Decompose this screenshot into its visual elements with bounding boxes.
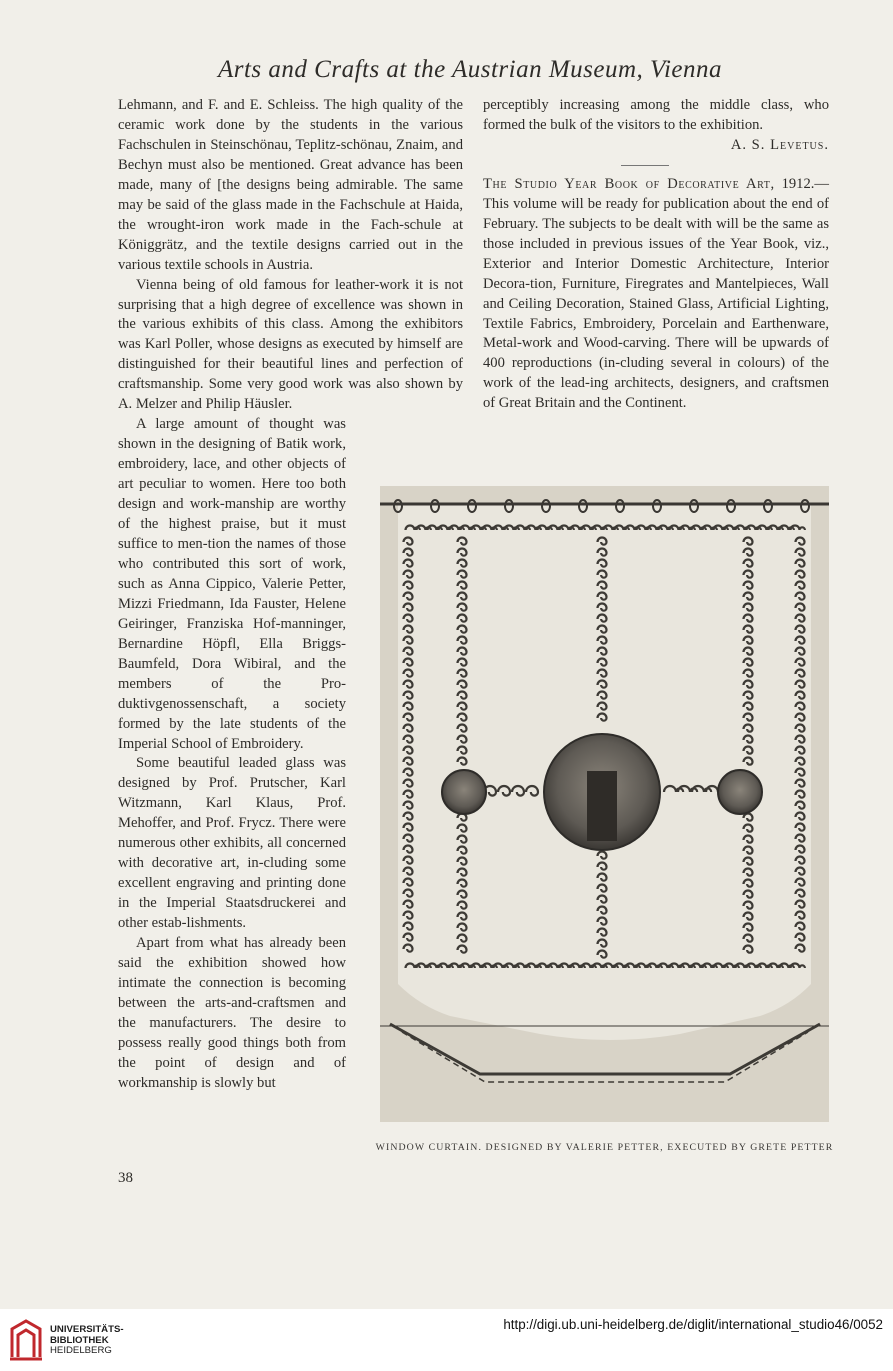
library-name: [50, 1325, 124, 1357]
left-paragraph-1: Lehmann, and F. and E. Schleiss. The high quality of the ceramic work done by the students in the various Fachschulen in Steinschönau, Teplitz-schönau, Znaim, and Bechyn must also be mentioned. Great advance has been made, many of [the designs being admirable. The same may be said of the glass made in the Fachschule at Haida, the wrought-iron work made in the Fach-schule at Königgrätz, and the textile designs carried out in the various textile schools in Austria.: [118, 97, 463, 273]
running-head: Arts and Crafts at the Austrian Museum, Vienna: [217, 56, 723, 83]
left-narrow-block: [118, 415, 346, 1093]
right-paragraph-2: [483, 175, 829, 414]
plate-caption: WINDOW CURTAIN. DESIGNED BY VALERIE PETTER, EXECUTED BY GRETE PETTER: [375, 1142, 834, 1153]
page-number: 38: [118, 1170, 133, 1186]
source-url-link[interactable]: http://digi.ub.uni-heidelberg.de/diglit/international_studio46/0052: [503, 1317, 883, 1332]
window-curtain-plate: [380, 486, 829, 1122]
right-medallion: [718, 770, 762, 814]
university-library-logo-icon: [8, 1317, 44, 1363]
left-paragraph-4: Some beautiful leaded glass was designed by Prof. Prutscher, Karl Witzmann, Karl Klaus, Prof. Mehoffer, and Prof. Frycz. There were numerous other exhibits, all concerned with decorative art, in-cluding some excellent engraving and printing done in the Imperial Staatsdruckerei and other estab-lishments.: [118, 755, 346, 932]
section-divider: [621, 165, 669, 166]
right-column: [483, 96, 829, 414]
left-paragraph-5: Apart from what has already been said the exhibition showed how intimate the connection is becoming between the arts-and-craftsmen and the manufacturers. The desire to possess really good things both from the point of design and of workmanship is slowly but: [118, 935, 346, 1091]
window-curtain-illustration: [380, 486, 829, 1122]
library-name-line-3: HEIDELBERG: [50, 1345, 112, 1356]
footer-bar: [0, 1309, 893, 1371]
yearbook-title: The Studio Year Book of Decorative Art,: [483, 175, 775, 192]
yearbook-body: 1912.—This volume will be ready for publication about the end of February. The subjects to be dealt with will be the same as those included in previous issues of the Year Book, viz., Exterior and Interior Domestic Architecture, Interior Decora-tion, Furniture, Firegrates and Mantelpieces, Wall and Ceiling Decoration, Stained Glass, Artificial Lighting, Textile Fabrics, Embroidery, Porcelain and Earthenware, Metal-work and Wood-carving. There will be upwards of 400 reproductions (in-cluding several in colours) of the work of the lead-ing architects, designers, and craftsmen of Great Britain and the Continent.: [483, 175, 829, 412]
medallion-center: [587, 771, 617, 841]
library-name-line-2: BIBLIOTHEK: [50, 1334, 109, 1346]
left-paragraph-3: A large amount of thought was shown in the designing of Batik work, embroidery, lace, and other objects of art peculiar to women. Here too both design and work-manship are worthy of the highest praise, but it must suffice to men-tion the names of those who contributed this sort of work, such as Anna Cippico, Valerie Petter, Mizzi Friedmann, Ida Fauster, Helene Geiringer, Franziska Hof-manninger, Bernardine Höpfl, Ella Briggs-Baumfeld, Dora Wibiral, and the members of the Pro-duktivgenossenschaft, a society formed by the late students of the Imperial School of Embroidery.: [118, 416, 346, 752]
library-name-line-1: UNIVERSITÄTS-: [50, 1324, 124, 1335]
left-medallion: [442, 770, 486, 814]
author-signature: A. S. Levetus.: [730, 136, 829, 153]
left-paragraph-2: Vienna being of old famous for leather-work it is not surprising that a high degree of excellence was shown in the various exhibits of this class. Among the exhibitors was Karl Poller, whose designs as executed by himself are distinguished for their beautiful lines and perfection of craftsmanship. Some very good work was also shown by A. Melzer and Philip Häusler.: [118, 276, 463, 413]
right-paragraph-1: perceptibly increasing among the middle class, who formed the bulk of the visitors to the exhibition.: [483, 97, 829, 133]
